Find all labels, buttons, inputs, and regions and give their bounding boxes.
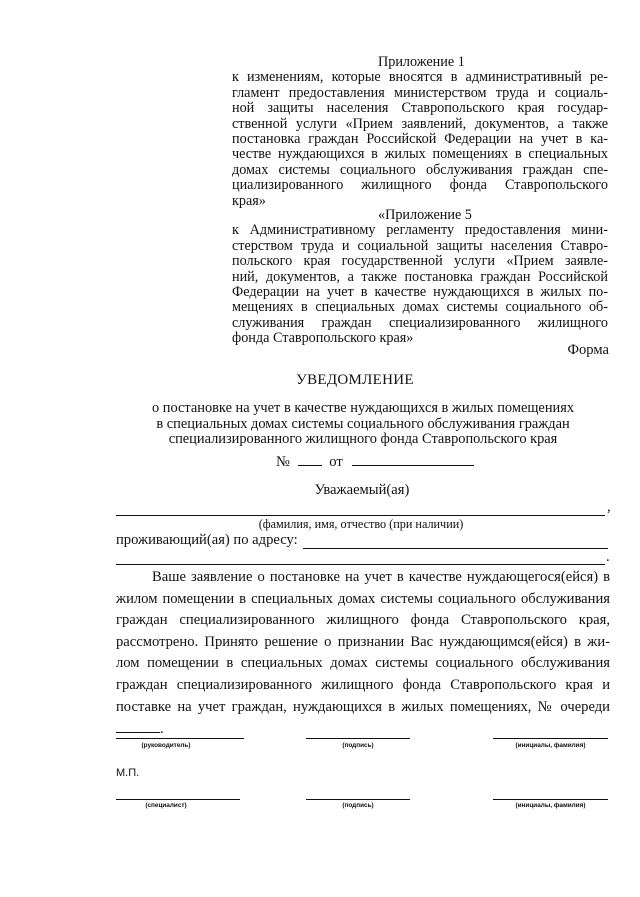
body-line: Ваше заявление о постановке на учет в качестве нуждающегося(ейся) в <box>152 569 610 585</box>
appendix-5-line: фонда Ставропольского края» <box>232 330 414 347</box>
name-caption: (фамилия, имя, отчество (при наличии) <box>258 517 464 531</box>
specialist-name-line[interactable] <box>493 799 608 800</box>
appendix-1-line: гламент предоставления министерством труда и социаль- <box>232 84 608 101</box>
queue-number-field[interactable] <box>116 718 160 733</box>
body-line: граждан специализированного жилищного фонда Ставропольского края, <box>116 612 610 629</box>
appendix-1-line: честве нуждающихся в жилых помещениях в специальных <box>232 146 608 163</box>
appendix-5-line: ний, документов, а также постановка граждан Российской <box>232 268 608 285</box>
body-line: жилом помещении в специальных домах системы социального обслуживания <box>116 590 610 607</box>
head-caption: (руководитель) <box>141 742 191 749</box>
appendix-1-title: Приложение 1 <box>378 54 465 70</box>
body-line: рассмотрено. Принято решение о признании Вас нуждающимся(ейся) в жи- <box>116 633 610 650</box>
appendix-5-block <box>232 208 608 347</box>
appendix-5-title: «Приложение 5 <box>378 207 472 223</box>
specialist-signature-line[interactable] <box>116 799 240 800</box>
sign-caption: (подпись) <box>342 742 374 749</box>
initials-caption: (инициалы, фамилия) <box>515 742 586 749</box>
subtitle-line: о постановке на учет в качестве нуждающихся в жилых помещениях <box>151 400 575 416</box>
greeting: Уважаемый(ая) <box>314 482 410 498</box>
initials-caption: (инициалы, фамилия) <box>515 802 586 809</box>
document-title: УВЕДОМЛЕНИЕ <box>296 372 414 388</box>
appendix-5-line: польского края государственной услуги «Прием заявле- <box>232 253 608 270</box>
address-field-continued[interactable] <box>116 564 605 565</box>
subtitle-line: в специальных домах системы социального обслуживания граждан <box>156 415 570 432</box>
body-line: лом помещении в специальных домах системы социального обслуживания <box>116 655 610 672</box>
address-field[interactable] <box>303 548 608 549</box>
name-comma: , <box>607 499 611 515</box>
appendix-1-line: ственной услуги «Прием заявлений, документов, а также <box>232 115 608 132</box>
appendix-5-line: стерством труда и социальной защиты населения Ставро- <box>232 237 608 254</box>
number-label: № <box>276 454 290 470</box>
address-label: проживающий(ая) по адресу: <box>116 532 298 548</box>
body-paragraph <box>116 567 610 741</box>
sign-caption: (подпись) <box>342 802 374 809</box>
appendix-1-line: домах системы социального обслуживания граждан спе- <box>232 161 608 178</box>
number-date-row <box>276 454 474 471</box>
specialist-sign-line[interactable] <box>306 799 410 800</box>
appendix-5-line: мещениях в специальных домах системы социального об- <box>232 299 608 316</box>
appendix-1-line: к изменениям, которые вносятся в административный ре- <box>232 69 608 86</box>
document-subtitle <box>0 401 640 448</box>
address-end: . <box>606 549 610 565</box>
date-field[interactable] <box>352 465 474 466</box>
appendix-5-line: Федерации на учет в качестве нуждающихся в жилых по- <box>232 284 608 301</box>
specialist-caption: (специалист) <box>145 802 187 809</box>
head-sign-line[interactable] <box>306 738 410 739</box>
form-label: Форма <box>567 342 609 358</box>
body-end: . <box>160 721 164 738</box>
body-line: поставке на учет граждан, нуждающихся в жилых помещениях, № очереди <box>116 698 610 715</box>
from-label: от <box>329 454 343 470</box>
subtitle-line: специализированного жилищного фонда Ставропольского края <box>168 431 558 448</box>
head-name-line[interactable] <box>493 738 608 739</box>
appendix-1-line: ной защиты населения Ставропольского края государ- <box>232 100 608 117</box>
name-field[interactable] <box>116 515 605 516</box>
appendix-1-line: постановка граждан Российской Федерации на учет в ка- <box>232 131 608 148</box>
appendix-1-line: края» <box>232 192 266 209</box>
head-signature-line[interactable] <box>116 738 244 739</box>
appendix-1-block <box>232 55 608 209</box>
seal-label: М.П. <box>116 767 140 779</box>
number-field[interactable] <box>298 465 322 466</box>
body-line: граждан специализированного жилищного фонда Ставропольского края и <box>116 676 610 693</box>
appendix-5-line: к Административному регламенту предоставления мини- <box>232 222 608 239</box>
appendix-1-line: циализированного жилищного фонда Ставропольского <box>232 177 608 194</box>
appendix-5-line: служивания граждан специализированного жилищного <box>232 314 608 331</box>
